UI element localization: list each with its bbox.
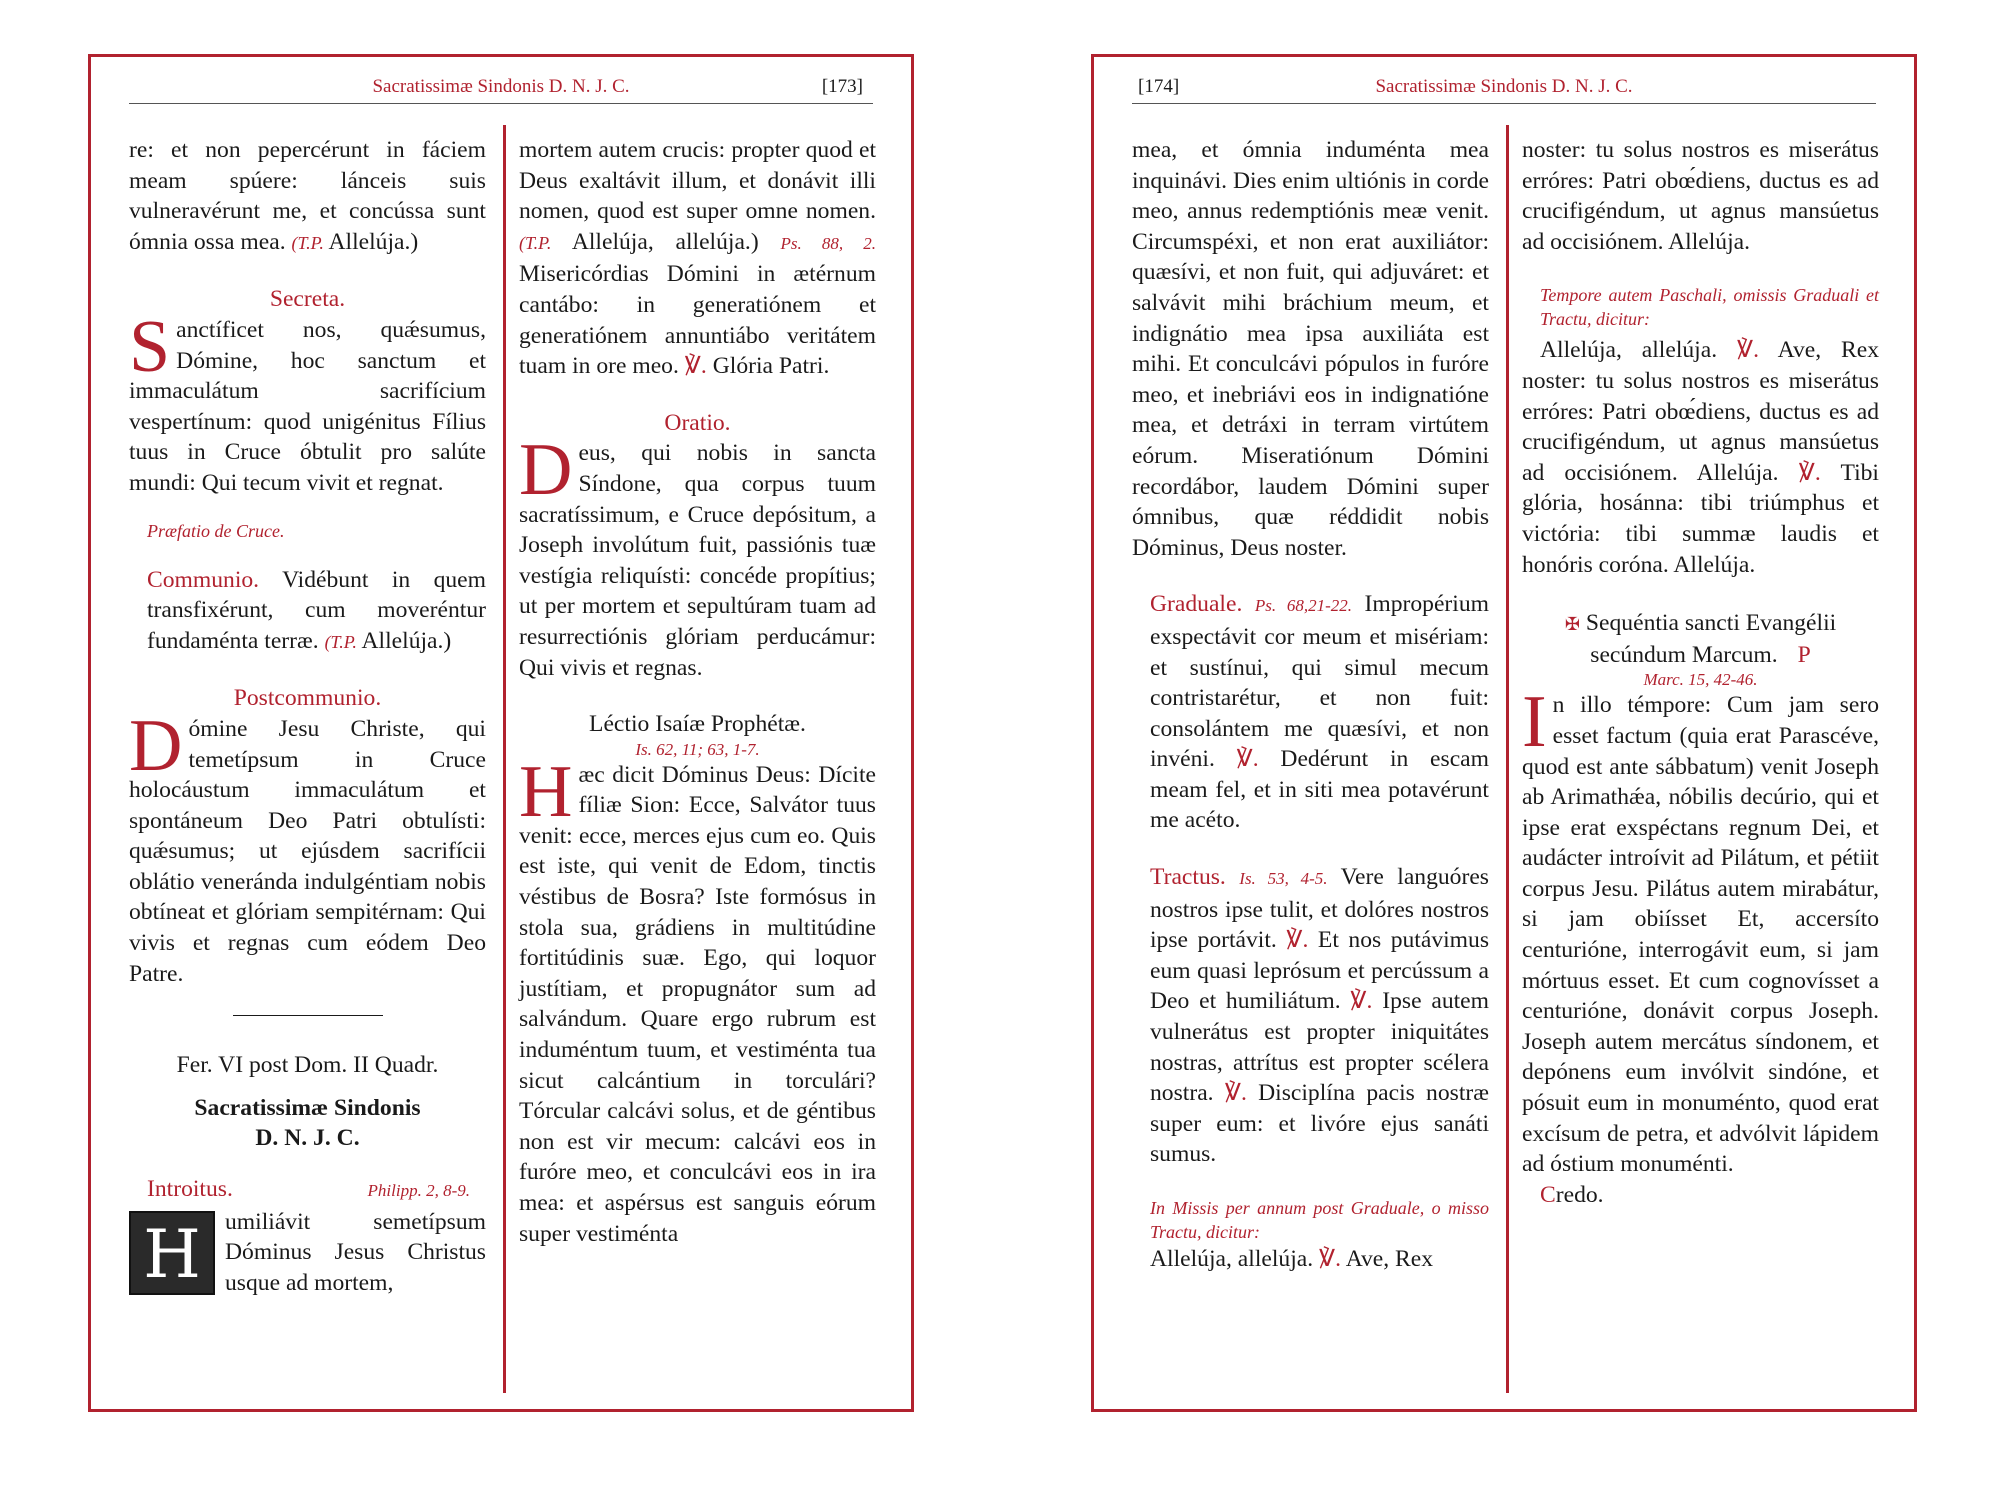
left-column	[1132, 135, 1489, 1275]
right-column	[1522, 135, 1879, 1210]
tractus: Tractus. Is. 53, 4-5. Vere languóres nostros ipse tulit, et dolóres nostros ipse portávit. ℣. Et nos putávimus eum quasi leprósum et percússum a Deo et humiliátum. ℣. Ipse autem vulnerátus est propter iniquitátes nostras, attrítus est propter scélera nostra. ℣. Disciplína pacis nostræ super eum: et livóre ejus sanáti sumus.	[1150, 864, 1490, 1168]
drop-cap: H	[519, 750, 573, 833]
introitus-continuation: re: et non pepercérunt in fáciem meam spúere: lánceis suis vulneravérunt me, et concússa sunt ómnia ossa mea. (T.P. Allelúja.)	[129, 137, 486, 255]
versicle-symbol: ℣.	[1224, 1080, 1247, 1107]
versicle-symbol: ℣.	[1319, 1246, 1342, 1272]
credo: Credo.	[1540, 1181, 1604, 1208]
secreta-heading: Secreta.	[269, 286, 346, 313]
page-number: [174]	[1138, 76, 1180, 97]
graduale-reference: Ps. 68,21-22.	[1254, 596, 1353, 616]
communio: Communio. Vidébunt in quem transfixérunt, cum moveréntur fundaménta terræ. (T.P. Allelúja.)	[147, 566, 486, 654]
feria-line: Fer. VI post Dom. II Quadr.	[176, 1052, 439, 1079]
cross-icon: ✠	[1564, 614, 1580, 635]
gospel-text: In illo témpore: Cum jam sero esset factum (quia erat Parascéve, quod est ante sábbatum) venit Joseph ab Arimathǽa, nóbilis decúrio, qui et ipse erat exspéctans regnum Dei, et audácter introívit ad Pilátum, et pétiit corpus Jesu. Pilátus autem mirabátur, si jam obiísset Et, accersíto centurióne, interrogávit eum, si jam mórtuus esset. Et cum cognovísset a centurióne, donávit corpus Joseph. Joseph autem mercátus síndonem, et depónens eum invólvit sindóne, et pósuit eum in monuménto, quod erat excísum de petra, et advólvit lápidem ad óstium monuménti.	[1522, 681, 1879, 1178]
separator-rule	[233, 1015, 383, 1016]
drop-cap: S	[129, 305, 171, 388]
versicle-symbol: ℣.	[1798, 459, 1821, 486]
header-title: Sacratissimæ Sindonis D. N. J. C.	[1375, 76, 1633, 97]
tp-marker: (T.P.	[291, 232, 324, 253]
gospel-marker: P	[1797, 641, 1811, 668]
graduale-label: Graduale.	[1150, 591, 1243, 618]
column-divider	[503, 125, 506, 1393]
feast-title-line1: Sacratissimæ Sindonis	[194, 1094, 421, 1121]
postcommunio-heading: Postcommunio.	[233, 685, 382, 712]
running-head	[129, 71, 873, 104]
paschal-alleluia: Allelúja, allelúja. ℣. Ave, Rex noster: tu solus nostros es miserátus erróres: Patri obœ́diens, ductus es ad crucifigéndum, ut agnus mansúetus ad occisiónem. Allelúja. ℣. Tibi glória, hosánna: tibi triúmphus et victória: tibi summæ laudis et honóris coróna. Allelúja.	[1522, 337, 1879, 578]
introitus-continuation: mortem autem crucis: propter quod et Deus exaltávit illum, et donávit illi nomen, quod est super omne nomen. (T.P. Allelúja, allelúja.) Ps. 88, 2. Misericórdias Dómini in ætérnum cantábo: in generatiónem et generatiónem annuntiábo veritátem tuam in ore meo. ℣. Glória Patri.	[519, 137, 876, 380]
alleluia-verse: Allelúja, allelúja. ℣. Ave, Rex	[1150, 1246, 1434, 1272]
tractus-reference: Is. 53, 4-5.	[1239, 869, 1328, 889]
lectio-text: Hæc dicit Dóminus Deus: Dícite fíliæ Sion: Ecce, Salvátor tuus venit: ecce, merces ejus cum eo. Quis est iste, qui venit de Edom, tinctis véstibus de Bosra? Iste formósus in stola sua, grádiens in multitúdine fortitúdinis suæ. Ego, qui loquor justítiam, et propugnátor sum ad salvándum. Quare ergo rubrum est induméntum tuum, et vestiménta tua sicut calcántium in torculári? Tórcular calcávi solus, et de géntibus non est vir mecum: calcávi eos in furóre meo, et conculcávi eos in ira mea: et aspérsus est sanguis eórum super vestiménta	[519, 750, 876, 1247]
oratio-text: Deus, qui nobis in sancta Síndone, qua corpus tuum sacratíssimum, e Cruce depósitum, a Joseph involútum fuit, passiónis tuæ vestígia reliquísti: concéde propítius; ut per mortem et sepultúram tuam ad resurrectiónis glóriam perducámur: Qui vivis et regnas.	[519, 429, 876, 681]
left-page	[88, 54, 914, 1412]
introitus-header	[129, 1174, 486, 1207]
oratio-heading: Oratio.	[664, 409, 731, 436]
postcommunio-text: Dómine Jesu Christe, qui temetípsum in Cruce holocáustum immaculátum et spontáneum Deo Patri obtulísti: quǽsumus; ut ejúsdem sacrifícii oblátio veneránda indulgéntiam nobis obtíneat et glóriam sempitérnam: Qui vivis et regnas cum eódem Deo Patre.	[129, 704, 486, 987]
praefatio-rubric: Præfatio de Cruce.	[147, 520, 285, 541]
versicle-symbol: ℣.	[1236, 746, 1259, 773]
tractus-label: Tractus.	[1150, 864, 1226, 891]
column-divider	[1506, 125, 1509, 1393]
feast-title-line2: D. N. J. C.	[255, 1125, 360, 1152]
left-column	[129, 135, 486, 1298]
graduale: Graduale. Ps. 68,21-22. Impropérium exspectávit cor meum et misériam: et sustínui, qui simul mecum contristarétur, et non fuit: consolántem me quæsívi, et non invéni. ℣. Dedérunt in escam meam fel, et in siti mea potavérunt me acéto.	[1150, 591, 1489, 834]
missis-rubric: In Missis per annum post Graduale, o misso Tractu, dicitur:	[1150, 1198, 1489, 1242]
versicle-symbol: ℣.	[1350, 988, 1373, 1015]
running-head	[1132, 71, 1876, 104]
lectio-title: Léctio Isaíæ Prophétæ.	[589, 711, 806, 738]
gospel-title-line2: secúndum Marcum. P	[1590, 641, 1811, 668]
alleluia-continuation: noster: tu solus nostros es miserátus erróres: Patri obœ́diens, ductus es ad crucifigéndum, ut agnus mansúetus ad occisiónem. Allelúja.	[1522, 137, 1879, 255]
gospel-reference: Marc. 15, 42-46.	[1643, 670, 1758, 690]
lectio-reference: Is. 62, 11; 63, 1-7.	[635, 739, 760, 759]
ornamented-initial: H	[129, 1211, 215, 1295]
secreta-text: Sanctíficet nos, quǽsumus, Dómine, hoc sanctum et immaculátum sacrifícium vespertínum: quod unigénitus Fílius tuus in Cruce óbtulit pro salúte mundi: Qui tecum vivit et regnat.	[129, 305, 486, 496]
right-column	[519, 135, 876, 1249]
drop-cap: D	[129, 704, 183, 787]
header-title: Sacratissimæ Sindonis D. N. J. C.	[372, 76, 630, 97]
drop-cap: I	[1522, 681, 1547, 764]
communio-label: Communio.	[147, 566, 260, 593]
introitus-text: H umiliávit semetípsum Dóminus Jesus Christus usque ad mortem,	[129, 1207, 486, 1299]
paschal-rubric: Tempore autem Paschali, omissis Graduali et Tractu, dicitur:	[1540, 285, 1879, 330]
page-number: [173]	[821, 76, 863, 97]
drop-cap: D	[519, 429, 573, 512]
versicle-symbol: ℣.	[1286, 927, 1309, 954]
versicle-symbol: ℣.	[684, 353, 707, 380]
introitus-label: Introitus.	[147, 1176, 233, 1203]
versicle-symbol: ℣.	[1737, 337, 1760, 364]
right-page	[1091, 54, 1917, 1412]
gospel-title: ✠ Sequéntia sancti Evangélii	[1564, 610, 1837, 637]
introitus-reference: Philipp. 2, 8-9.	[367, 1181, 470, 1201]
psalm-reference: Ps. 88, 2.	[780, 233, 876, 253]
lectio-continuation: mea, et ómnia induménta mea inquinávi. Dies enim ultiónis in corde meo, annus redemptiónis meæ venit. Circumspéxi, et non erat auxiliátor: quæsívi, et non fuit, qui adjuváret: et salvávit mihi bráchium meum, et indignátio mea ipsa auxiliáta est mihi. Et conculcávi pópulos in furóre meo, et inebriávi eos in indignatióne mea, et detráxi in terram virtútem eórum. Miseratiónum Dómini recordábor, laudem Dómini super ómnibus, quæ réddidit nobis Dóminus, Deus noster.	[1132, 137, 1489, 561]
